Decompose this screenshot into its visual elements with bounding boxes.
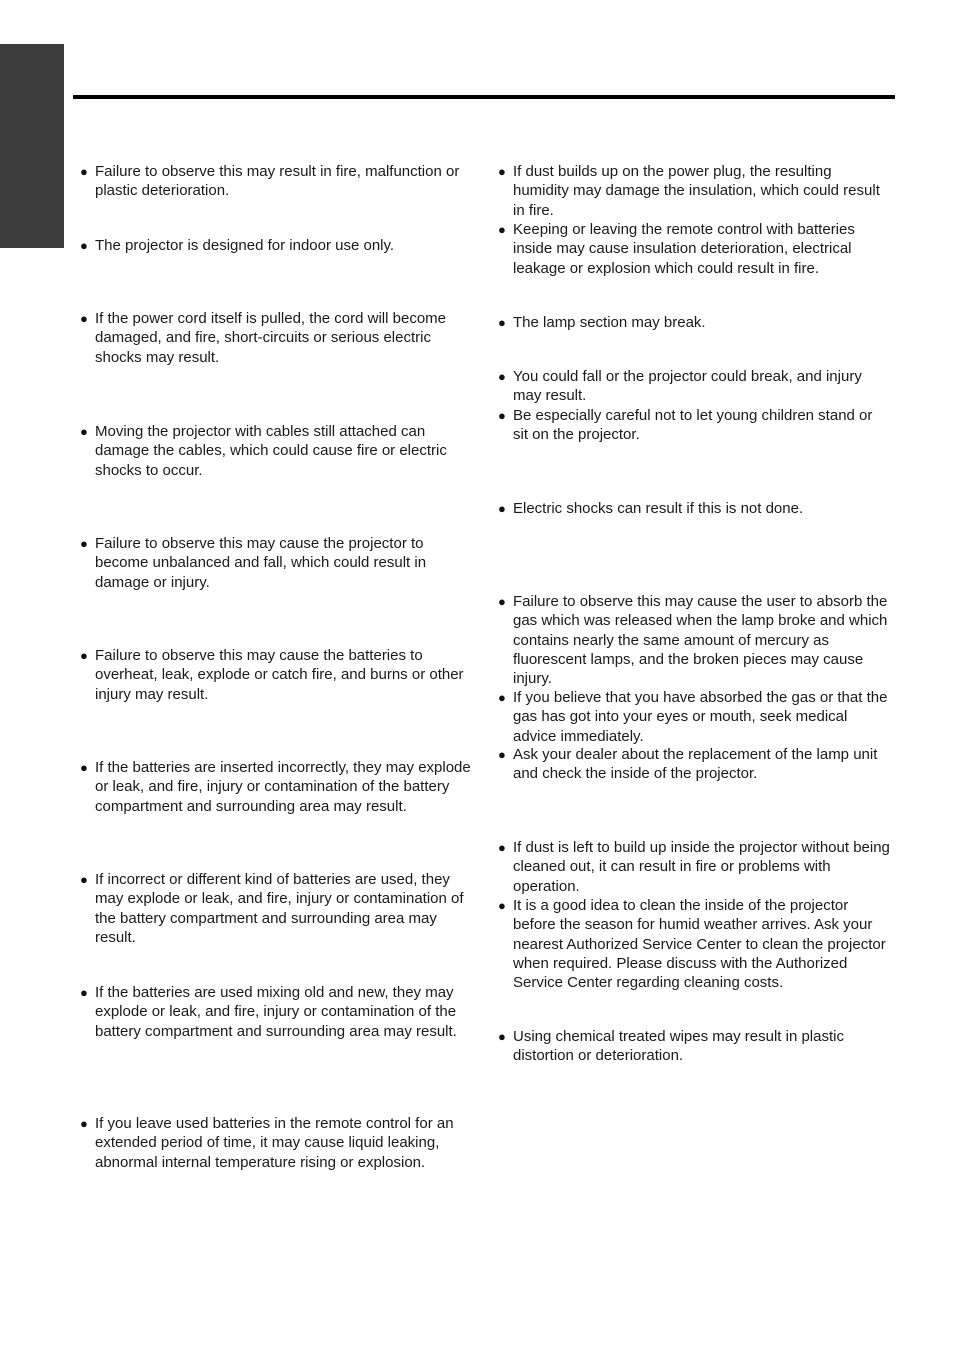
bullet-icon: ● (498, 222, 506, 237)
bullet-icon: ● (498, 369, 506, 384)
bullet-icon: ● (498, 747, 506, 762)
item-text: Ask your dealer about the replacement of the lamp unit and check the inside of the projector. (513, 746, 878, 783)
item-text: If dust is left to build up inside the projector without being cleaned out, it can result in fire or problems with operation. (513, 839, 890, 895)
bullet-icon: ● (498, 840, 506, 855)
list-item (80, 422, 472, 480)
item-text: If the power cord itself is pulled, the cord will become damaged, and fire, short-circuits or serious electric shocks may result. (95, 310, 446, 366)
bullet-icon: ● (498, 164, 506, 179)
bullet-icon: ● (498, 898, 506, 913)
bullet-icon: ● (80, 424, 88, 439)
list-item (498, 313, 890, 332)
list-item (80, 162, 472, 201)
bullet-icon: ● (80, 311, 88, 326)
item-text: The lamp section may break. (513, 314, 706, 331)
bullet-icon: ● (80, 238, 88, 253)
list-item (80, 983, 472, 1041)
item-text: Using chemical treated wipes may result in plastic distortion or deterioration. (513, 1028, 844, 1065)
list-item (80, 534, 472, 592)
header-rule (73, 95, 895, 99)
item-text: You could fall or the projector could break, and injury may result. (513, 368, 862, 405)
list-item (80, 309, 472, 367)
bullet-icon: ● (498, 501, 506, 516)
bullet-icon: ● (498, 408, 506, 423)
bullet-icon: ● (80, 872, 88, 887)
list-item (498, 220, 890, 278)
bullet-icon: ● (80, 760, 88, 775)
bullet-icon: ● (498, 315, 506, 330)
item-text: Failure to observe this may cause the projector to become unbalanced and fall, which could result in damage or injury. (95, 535, 427, 591)
list-item (498, 1027, 890, 1066)
list-item (80, 646, 472, 704)
item-text: Failure to observe this may cause the batteries to overheat, leak, explode or catch fire, and burns or other injury may result. (95, 647, 464, 703)
item-text: Moving the projector with cables still attached can damage the cables, which could cause fire or electric shocks to occur. (95, 423, 447, 479)
item-text: If you leave used batteries in the remote control for an extended period of time, it may cause liquid leaking, abnormal internal temperature rising or explosion. (95, 1115, 454, 1171)
bullet-icon: ● (80, 164, 88, 179)
side-tab (0, 44, 64, 248)
list-item (498, 592, 890, 688)
list-item (80, 758, 472, 816)
list-item (498, 896, 890, 992)
item-text: If the batteries are used mixing old and new, they may explode or leak, and fire, injury or contamination of the battery compartment and surrounding area may result. (95, 984, 457, 1040)
item-text: Failure to observe this may result in fire, malfunction or plastic deterioration. (95, 163, 460, 200)
item-text: Be especially careful not to let young children stand or sit on the projector. (513, 407, 873, 444)
list-item (498, 745, 890, 784)
bullet-icon: ● (498, 1029, 506, 1044)
list-item (80, 236, 472, 255)
item-text: If the batteries are inserted incorrectly, they may explode or leak, and fire, injury or contamination of the battery compartment and surrounding area may result. (95, 759, 471, 815)
list-item (80, 870, 472, 947)
item-text: Failure to observe this may cause the user to absorb the gas which was released when the lamp broke and which contains nearly the same amount of mercury as fluorescent lamps, and the broken pieces may cause injury. (513, 593, 888, 688)
item-text: If incorrect or different kind of batteries are used, they may explode or leak, and fire, injury or contamination of the battery compartment and surrounding area may result. (95, 871, 464, 946)
bullet-icon: ● (498, 690, 506, 705)
item-text: If you believe that you have absorbed the gas or that the gas has got into your eyes or mouth, seek medical advice immediately. (513, 689, 888, 745)
list-item (498, 406, 890, 445)
list-item (80, 1114, 472, 1172)
item-text: Keeping or leaving the remote control with batteries inside may cause insulation deterioration, electrical leakage or explosion which could result in fire. (513, 221, 855, 277)
item-text: It is a good idea to clean the inside of the projector before the season for humid weather arrives. Ask your nearest Authorized Service Center to clean the projector when required. Please discuss with the Authorized Service Center regarding cleaning costs. (513, 897, 886, 992)
list-item (498, 367, 890, 406)
list-item (498, 499, 890, 518)
list-item (498, 838, 890, 896)
bullet-icon: ● (80, 985, 88, 1000)
item-text: If dust builds up on the power plug, the resulting humidity may damage the insulation, which could result in fire. (513, 163, 880, 219)
bullet-icon: ● (80, 536, 88, 551)
list-item (498, 162, 890, 220)
list-item (498, 688, 890, 746)
bullet-icon: ● (498, 594, 506, 609)
bullet-icon: ● (80, 1116, 88, 1131)
bullet-icon: ● (80, 648, 88, 663)
item-text: The projector is designed for indoor use only. (95, 237, 395, 254)
item-text: Electric shocks can result if this is not done. (513, 500, 804, 517)
